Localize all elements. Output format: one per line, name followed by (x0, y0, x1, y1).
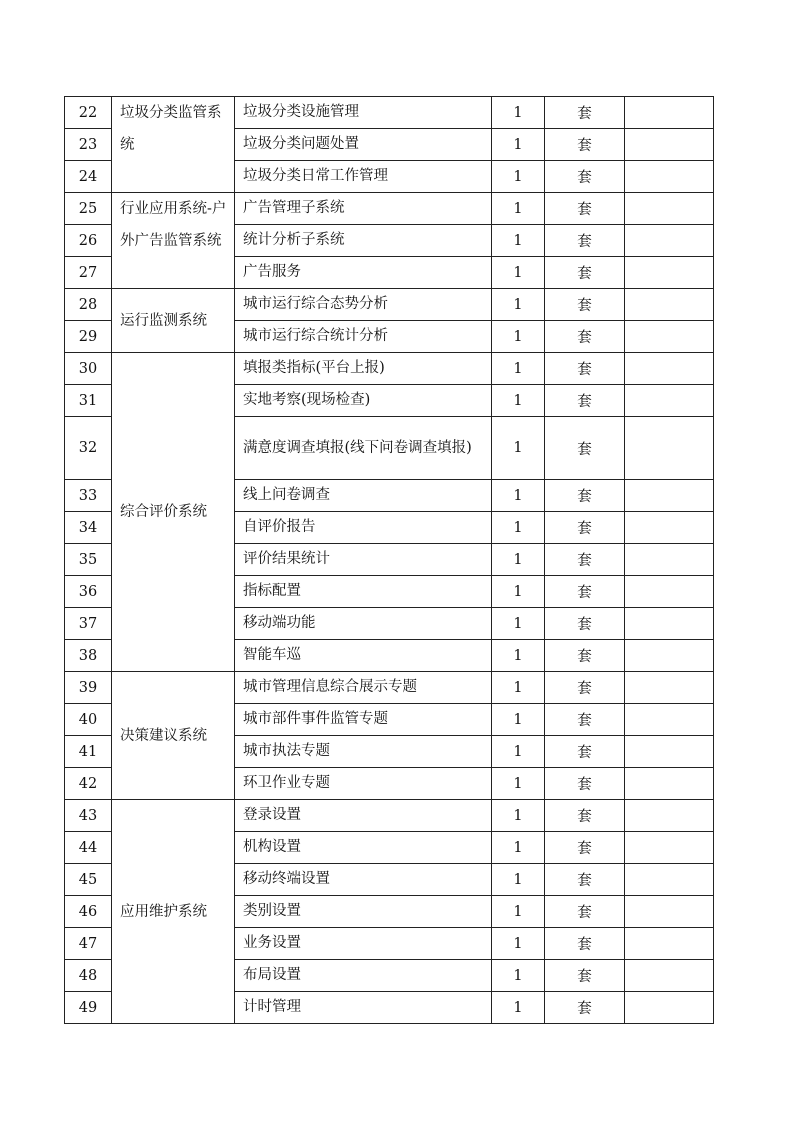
quantity-cell: 1 (492, 576, 545, 608)
remark-cell (625, 544, 714, 576)
row-number: 33 (65, 480, 112, 512)
row-number: 32 (65, 417, 112, 480)
function-item: 登录设置 (235, 800, 492, 832)
row-number: 40 (65, 704, 112, 736)
quantity-cell: 1 (492, 960, 545, 992)
unit-cell: 套 (545, 385, 625, 417)
function-item: 移动终端设置 (235, 864, 492, 896)
remark-cell (625, 161, 714, 193)
table-row (65, 800, 714, 832)
quantity-cell: 1 (492, 385, 545, 417)
quantity-cell: 1 (492, 864, 545, 896)
function-item: 垃圾分类日常工作管理 (235, 161, 492, 193)
remark-cell (625, 896, 714, 928)
function-item: 评价结果统计 (235, 544, 492, 576)
system-name: 决策建议系统 (112, 672, 235, 800)
quantity-cell: 1 (492, 257, 545, 289)
unit-cell: 套 (545, 544, 625, 576)
remark-cell (625, 512, 714, 544)
function-item: 垃圾分类问题处置 (235, 129, 492, 161)
quantity-cell: 1 (492, 353, 545, 385)
system-name: 行业应用系统-户外广告监管系统 (112, 193, 235, 289)
function-item: 城市运行综合统计分析 (235, 321, 492, 353)
function-item: 填报类指标(平台上报) (235, 353, 492, 385)
function-item: 布局设置 (235, 960, 492, 992)
remark-cell (625, 768, 714, 800)
function-item: 城市管理信息综合展示专题 (235, 672, 492, 704)
quantity-cell: 1 (492, 800, 545, 832)
function-item: 城市运行综合态势分析 (235, 289, 492, 321)
row-number: 38 (65, 640, 112, 672)
unit-cell: 套 (545, 672, 625, 704)
quantity-cell: 1 (492, 736, 545, 768)
unit-cell: 套 (545, 129, 625, 161)
quantity-cell: 1 (492, 640, 545, 672)
unit-cell: 套 (545, 896, 625, 928)
unit-cell: 套 (545, 353, 625, 385)
quantity-cell: 1 (492, 992, 545, 1024)
row-number: 27 (65, 257, 112, 289)
function-item: 自评价报告 (235, 512, 492, 544)
remark-cell (625, 97, 714, 129)
remark-cell (625, 672, 714, 704)
system-name: 垃圾分类监管系统 (112, 97, 235, 193)
row-number: 48 (65, 960, 112, 992)
remark-cell (625, 608, 714, 640)
system-name: 应用维护系统 (112, 800, 235, 1024)
quantity-cell: 1 (492, 480, 545, 512)
row-number: 41 (65, 736, 112, 768)
table-row (65, 672, 714, 704)
unit-cell: 套 (545, 161, 625, 193)
row-number: 46 (65, 896, 112, 928)
unit-cell: 套 (545, 608, 625, 640)
function-item: 满意度调查填报(线下问卷调查填报) (235, 417, 492, 480)
quantity-cell: 1 (492, 896, 545, 928)
remark-cell (625, 832, 714, 864)
function-item: 垃圾分类设施管理 (235, 97, 492, 129)
remark-cell (625, 864, 714, 896)
quantity-cell: 1 (492, 544, 545, 576)
unit-cell: 套 (545, 225, 625, 257)
row-number: 24 (65, 161, 112, 193)
unit-cell: 套 (545, 992, 625, 1024)
row-number: 47 (65, 928, 112, 960)
quantity-cell: 1 (492, 289, 545, 321)
function-item: 智能车巡 (235, 640, 492, 672)
unit-cell: 套 (545, 864, 625, 896)
remark-cell (625, 480, 714, 512)
row-number: 43 (65, 800, 112, 832)
unit-cell: 套 (545, 512, 625, 544)
quantity-cell: 1 (492, 193, 545, 225)
remark-cell (625, 289, 714, 321)
unit-cell: 套 (545, 800, 625, 832)
function-item: 广告管理子系统 (235, 193, 492, 225)
quantity-cell: 1 (492, 672, 545, 704)
function-item: 广告服务 (235, 257, 492, 289)
quantity-cell: 1 (492, 417, 545, 480)
row-number: 44 (65, 832, 112, 864)
row-number: 29 (65, 321, 112, 353)
function-item: 城市执法专题 (235, 736, 492, 768)
row-number: 28 (65, 289, 112, 321)
remark-cell (625, 225, 714, 257)
function-item: 城市部件事件监管专题 (235, 704, 492, 736)
remark-cell (625, 257, 714, 289)
function-item: 线上问卷调查 (235, 480, 492, 512)
unit-cell: 套 (545, 704, 625, 736)
unit-cell: 套 (545, 257, 625, 289)
row-number: 34 (65, 512, 112, 544)
remark-cell (625, 129, 714, 161)
table-body (65, 97, 714, 1024)
quantity-cell: 1 (492, 97, 545, 129)
quantity-cell: 1 (492, 321, 545, 353)
table-row (65, 289, 714, 321)
quantity-cell: 1 (492, 225, 545, 257)
row-number: 30 (65, 353, 112, 385)
table-row (65, 353, 714, 385)
system-name: 运行监测系统 (112, 289, 235, 353)
row-number: 35 (65, 544, 112, 576)
unit-cell: 套 (545, 289, 625, 321)
quantity-cell: 1 (492, 129, 545, 161)
quantity-cell: 1 (492, 768, 545, 800)
unit-cell: 套 (545, 960, 625, 992)
function-item: 类别设置 (235, 896, 492, 928)
remark-cell (625, 736, 714, 768)
remark-cell (625, 576, 714, 608)
row-number: 31 (65, 385, 112, 417)
remark-cell (625, 928, 714, 960)
remark-cell (625, 800, 714, 832)
unit-cell: 套 (545, 928, 625, 960)
remark-cell (625, 960, 714, 992)
quantity-cell: 1 (492, 512, 545, 544)
remark-cell (625, 353, 714, 385)
remark-cell (625, 992, 714, 1024)
remark-cell (625, 321, 714, 353)
unit-cell: 套 (545, 193, 625, 225)
system-name: 综合评价系统 (112, 353, 235, 672)
unit-cell: 套 (545, 832, 625, 864)
function-item: 统计分析子系统 (235, 225, 492, 257)
unit-cell: 套 (545, 480, 625, 512)
function-item: 机构设置 (235, 832, 492, 864)
row-number: 26 (65, 225, 112, 257)
quantity-cell: 1 (492, 704, 545, 736)
row-number: 45 (65, 864, 112, 896)
row-number: 42 (65, 768, 112, 800)
row-number: 22 (65, 97, 112, 129)
row-number: 23 (65, 129, 112, 161)
quantity-cell: 1 (492, 928, 545, 960)
remark-cell (625, 417, 714, 480)
row-number: 39 (65, 672, 112, 704)
function-item: 环卫作业专题 (235, 768, 492, 800)
function-item: 移动端功能 (235, 608, 492, 640)
table-row (65, 97, 714, 129)
quantity-cell: 1 (492, 832, 545, 864)
unit-cell: 套 (545, 576, 625, 608)
row-number: 36 (65, 576, 112, 608)
quantity-cell: 1 (492, 161, 545, 193)
unit-cell: 套 (545, 736, 625, 768)
spec-table (64, 96, 714, 1024)
remark-cell (625, 385, 714, 417)
remark-cell (625, 704, 714, 736)
function-item: 指标配置 (235, 576, 492, 608)
unit-cell: 套 (545, 97, 625, 129)
remark-cell (625, 640, 714, 672)
function-item: 业务设置 (235, 928, 492, 960)
quantity-cell: 1 (492, 608, 545, 640)
remark-cell (625, 193, 714, 225)
function-item: 计时管理 (235, 992, 492, 1024)
table-row (65, 193, 714, 225)
row-number: 49 (65, 992, 112, 1024)
row-number: 37 (65, 608, 112, 640)
unit-cell: 套 (545, 768, 625, 800)
row-number: 25 (65, 193, 112, 225)
unit-cell: 套 (545, 321, 625, 353)
unit-cell: 套 (545, 640, 625, 672)
function-item: 实地考察(现场检查) (235, 385, 492, 417)
unit-cell: 套 (545, 417, 625, 480)
